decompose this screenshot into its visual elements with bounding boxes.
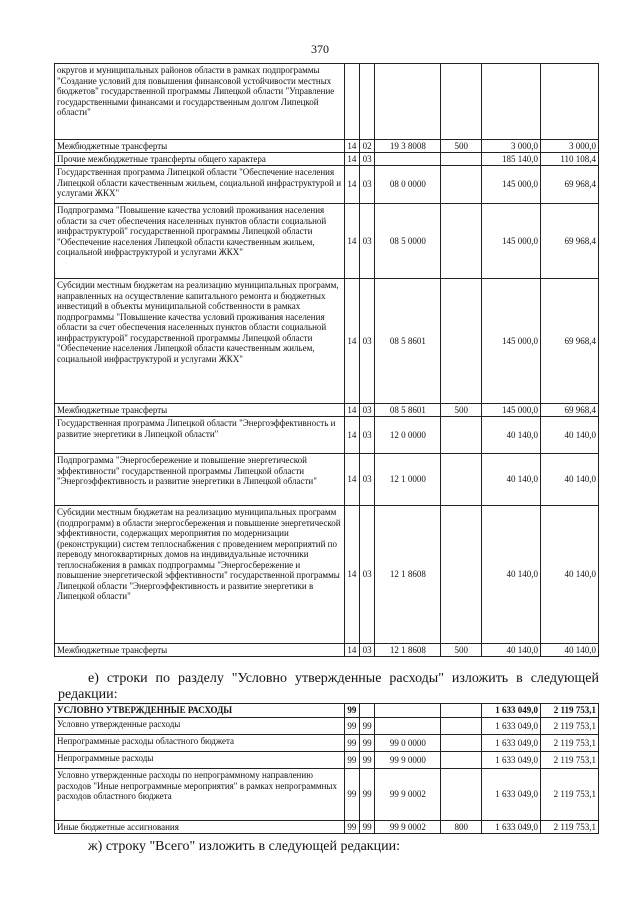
table-row	[55, 279, 599, 404]
cell-amount-year2	[541, 64, 599, 140]
cell-target-article: 08 5 8601	[375, 404, 441, 417]
cell-subsection	[360, 704, 375, 718]
cell-target-article	[375, 153, 441, 166]
cell-amount-year2: 69 968,4	[541, 404, 599, 417]
cell-amount-year1: 1 633 049,0	[482, 821, 541, 834]
cell-expense-type	[441, 417, 482, 454]
cell-subsection: 03	[360, 204, 375, 279]
cell-target-article: 99 9 0000	[375, 752, 441, 769]
table-row	[55, 752, 599, 769]
cell-section: 14	[344, 153, 359, 166]
cell-target-article: 99 9 0002	[375, 821, 441, 834]
cell-expense-type	[441, 769, 482, 821]
cell-amount-year1: 1 633 049,0	[482, 752, 541, 769]
cell-amount-year2: 3 000,0	[541, 140, 599, 153]
cell-section: 14	[344, 140, 359, 153]
cell-target-article: 99 0 0000	[375, 735, 441, 752]
cell-subsection: 03	[360, 454, 375, 506]
cell-amount-year2: 40 140,0	[541, 454, 599, 506]
cell-amount-year2: 2 119 753,1	[541, 752, 599, 769]
cell-target-article: 99 9 0002	[375, 769, 441, 821]
cell-amount-year2: 2 119 753,1	[541, 735, 599, 752]
cell-description: Непрограммные расходы	[55, 752, 345, 769]
table-row	[55, 153, 599, 166]
cell-amount-year2: 2 119 753,1	[541, 718, 599, 735]
cell-amount-year1: 185 140,0	[482, 153, 541, 166]
cell-subsection	[360, 64, 375, 140]
cell-amount-year1: 40 140,0	[482, 644, 541, 657]
paragraph-e: е) строки по разделу "Условно утвержденные расходы" изложить в следующей редакции:	[58, 671, 599, 702]
cell-description: Межбюджетные трансферты	[55, 140, 345, 153]
cell-description: Межбюджетные трансферты	[55, 644, 345, 657]
cell-subsection: 99	[360, 821, 375, 834]
cell-expense-type: 500	[441, 404, 482, 417]
cell-section: 14	[344, 644, 359, 657]
table-row	[55, 769, 599, 821]
cell-subsection: 02	[360, 140, 375, 153]
cell-description: Государственная программа Липецкой области "Энергоэффективность и развитие энергетики в Липецкой области"	[55, 417, 345, 454]
cell-expense-type	[441, 166, 482, 204]
cell-amount-year2: 40 140,0	[541, 644, 599, 657]
cell-expense-type	[441, 153, 482, 166]
cell-subsection: 03	[360, 404, 375, 417]
cell-amount-year2: 40 140,0	[541, 417, 599, 454]
cell-subsection: 99	[360, 769, 375, 821]
cell-amount-year2: 110 108,4	[541, 153, 599, 166]
cell-expense-type	[441, 454, 482, 506]
cell-expense-type	[441, 704, 482, 718]
cell-amount-year2: 69 968,4	[541, 166, 599, 204]
cell-section: 14	[344, 279, 359, 404]
cell-amount-year1: 1 633 049,0	[482, 735, 541, 752]
cell-section: 14	[344, 166, 359, 204]
cell-section: 14	[344, 204, 359, 279]
table-row	[55, 417, 599, 454]
cell-description: УСЛОВНО УТВЕРЖДЕННЫЕ РАСХОДЫ	[55, 704, 345, 718]
cell-description: Межбюджетные трансферты	[55, 404, 345, 417]
cell-section: 14	[344, 404, 359, 417]
cell-amount-year2: 69 968,4	[541, 204, 599, 279]
cell-description: Прочие межбюджетные трансферты общего характера	[55, 153, 345, 166]
cell-section: 14	[344, 454, 359, 506]
cell-description: Непрограммные расходы областного бюджета	[55, 735, 345, 752]
cell-subsection: 03	[360, 153, 375, 166]
cell-amount-year1: 145 000,0	[482, 279, 541, 404]
table-row	[55, 821, 599, 834]
cell-amount-year1	[482, 64, 541, 140]
cell-target-article	[375, 64, 441, 140]
cell-section: 14	[344, 417, 359, 454]
cell-subsection: 03	[360, 417, 375, 454]
cell-target-article: 08 5 0000	[375, 204, 441, 279]
cell-expense-type	[441, 752, 482, 769]
cell-section: 99	[344, 718, 359, 735]
cell-amount-year2: 2 119 753,1	[541, 769, 599, 821]
cell-amount-year2: 69 968,4	[541, 279, 599, 404]
budget-table-transfers	[54, 63, 599, 657]
table-row	[55, 704, 599, 718]
cell-expense-type	[441, 506, 482, 644]
cell-amount-year1: 145 000,0	[482, 204, 541, 279]
cell-section: 99	[344, 735, 359, 752]
page-number: 370	[311, 42, 329, 56]
cell-amount-year1: 145 000,0	[482, 404, 541, 417]
cell-subsection: 03	[360, 644, 375, 657]
cell-expense-type	[441, 718, 482, 735]
budget-table-conditional-expenses	[54, 703, 599, 834]
cell-section: 99	[344, 752, 359, 769]
table-row	[55, 64, 599, 140]
cell-description: Государственная программа Липецкой области "Обеспечение населения Липецкой области качественным жильем, социальной инфраструктурой и услугами ЖКХ"	[55, 166, 345, 204]
cell-amount-year2: 2 119 753,1	[541, 821, 599, 834]
cell-description: Субсидии местным бюджетам на реализацию муниципальных программ, направленных на осуществление капитального ремонта и бюджетных инвестиций в объекты муниципальной собственности в рамках подпрограммы "Повышение качества условий проживания населения области за счет обеспечения населенных пунктов области социальной инфраструктурой" государственной программы Липецкой области "Обеспечение населения Липецкой области качественным жильем, социальной инфраструктурой и услугами ЖКХ"	[55, 279, 345, 404]
cell-subsection: 03	[360, 279, 375, 404]
cell-target-article: 12 1 8608	[375, 506, 441, 644]
cell-target-article: 08 0 0000	[375, 166, 441, 204]
cell-amount-year1: 40 140,0	[482, 506, 541, 644]
cell-amount-year1: 1 633 049,0	[482, 704, 541, 718]
cell-description: Иные бюджетные ассигнования	[55, 821, 345, 834]
cell-amount-year2: 40 140,0	[541, 506, 599, 644]
cell-expense-type	[441, 204, 482, 279]
cell-amount-year1: 1 633 049,0	[482, 769, 541, 821]
cell-amount-year1: 40 140,0	[482, 454, 541, 506]
table-row	[55, 454, 599, 506]
cell-description: Условно утвержденные расходы	[55, 718, 345, 735]
table-row	[55, 140, 599, 153]
cell-description: Условно утвержденные расходы по непрограммному направлению расходов "Иные непрограммные мероприятия" в рамках непрограммных расходов областного бюджета	[55, 769, 345, 821]
cell-target-article: 12 0 0000	[375, 417, 441, 454]
table-row	[55, 644, 599, 657]
table-row	[55, 735, 599, 752]
cell-amount-year1: 40 140,0	[482, 417, 541, 454]
cell-expense-type: 800	[441, 821, 482, 834]
table-row	[55, 204, 599, 279]
cell-subsection: 99	[360, 735, 375, 752]
cell-target-article: 12 1 8608	[375, 644, 441, 657]
table-row	[55, 506, 599, 644]
cell-amount-year1: 145 000,0	[482, 166, 541, 204]
cell-target-article	[375, 718, 441, 735]
cell-expense-type: 500	[441, 140, 482, 153]
cell-description: Подпрограмма "Повышение качества условий проживания населения области за счет обеспечения населенных пунктов области социальной инфраструктурой" государственной программы Липецкой области "Обеспечение населения Липецкой области качественным жильем, социальной инфраструктурой и услугами ЖКХ"	[55, 204, 345, 279]
cell-description: округов и муниципальных районов области в рамках подпрограммы "Создание условий для повышения финансовой устойчивости местных бюджетов" государственной программы Липецкой области "Управление государственными финансами и государственным долгом Липецкой области"	[55, 64, 345, 140]
cell-target-article: 19 3 8008	[375, 140, 441, 153]
paragraph-zh: ж) строку "Всего" изложить в следующей редакции:	[88, 839, 400, 854]
table-row	[55, 404, 599, 417]
cell-section: 99	[344, 769, 359, 821]
cell-description: Субсидии местным бюджетам на реализацию муниципальных программ (подпрограмм) в области энергосбережения и повышение энергетической эффективности, содержащих мероприятия по модернизации (реконструкции) систем теплоснабжения с проведением мероприятий по переводу многоквартирных домов на индивидуальные источники теплоснабжения в рамках подпрограммы "Энергосбережение и повышение энергетической эффективности" государственной программы Липецкой области "Энергоэффективность и развитие энергетики в Липецкой области"	[55, 506, 345, 644]
cell-subsection: 03	[360, 506, 375, 644]
cell-section: 99	[344, 821, 359, 834]
cell-expense-type	[441, 279, 482, 404]
cell-expense-type	[441, 64, 482, 140]
cell-expense-type	[441, 735, 482, 752]
cell-section: 14	[344, 506, 359, 644]
cell-target-article	[375, 704, 441, 718]
cell-expense-type: 500	[441, 644, 482, 657]
cell-subsection: 99	[360, 718, 375, 735]
cell-subsection: 99	[360, 752, 375, 769]
table-row	[55, 166, 599, 204]
cell-section	[344, 64, 359, 140]
cell-amount-year1: 1 633 049,0	[482, 718, 541, 735]
cell-section: 99	[344, 704, 359, 718]
cell-target-article: 12 1 0000	[375, 454, 441, 506]
cell-subsection: 03	[360, 166, 375, 204]
cell-target-article: 08 5 8601	[375, 279, 441, 404]
cell-amount-year1: 3 000,0	[482, 140, 541, 153]
table-row	[55, 718, 599, 735]
cell-amount-year2: 2 119 753,1	[541, 704, 599, 718]
cell-description: Подпрограмма "Энергосбережение и повышение энергетической эффективности" государственной программы Липецкой области "Энергоэффективность и развитие энергетики в Липецкой области"	[55, 454, 345, 506]
